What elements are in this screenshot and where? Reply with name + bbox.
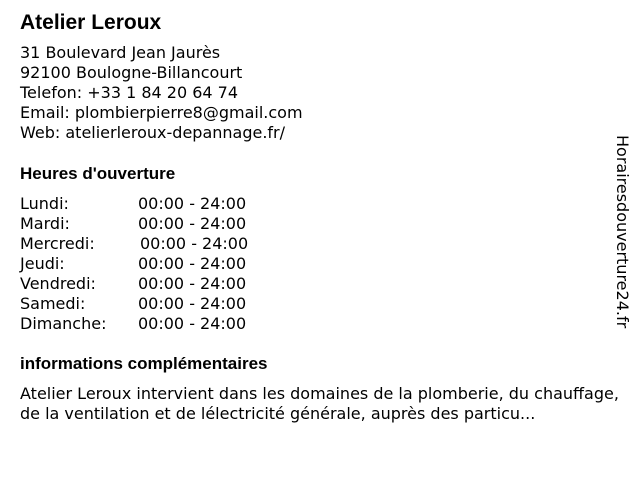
- phone-number: Telefon: +33 1 84 20 64 74: [20, 83, 239, 102]
- additional-info-heading: informations complémentaires: [20, 354, 268, 373]
- day-label: Dimanche:: [20, 314, 107, 333]
- hours-row-mardi: [20, 214, 280, 234]
- time-range: 00:00 - 24:00: [140, 234, 249, 253]
- website-address: Web: atelierleroux-depannage.fr/: [20, 123, 286, 142]
- hours-row-mercredi: [20, 234, 280, 254]
- time-range: 00:00 - 24:00: [138, 214, 247, 233]
- additional-info-text: Atelier Leroux intervient dans les domaines de la plomberie, du chauffage, de la ventilation et de lélectricité générale, auprès des particu...: [20, 384, 619, 423]
- opening-hours-heading: Heures d'ouverture: [20, 164, 176, 183]
- day-label: Lundi:: [20, 194, 69, 213]
- hours-row-jeudi: [20, 254, 280, 274]
- email-address: Email: plombierpierre8@gmail.com: [20, 103, 303, 122]
- day-label: Vendredi:: [20, 274, 96, 293]
- time-range: 00:00 - 24:00: [138, 314, 247, 333]
- hours-row-samedi: [20, 294, 280, 314]
- business-name: Atelier Leroux: [20, 11, 162, 34]
- site-watermark: Horairesdouverture24.fr: [613, 135, 632, 329]
- contact-block: [20, 43, 303, 143]
- opening-hours-table: [20, 194, 280, 334]
- day-label: Jeudi:: [20, 254, 65, 273]
- day-label: Mardi:: [20, 214, 70, 233]
- hours-row-dimanche: [20, 314, 280, 334]
- city-address: 92100 Boulogne-Billancourt: [20, 63, 243, 82]
- day-label: Mercredi:: [20, 234, 95, 253]
- day-label: Samedi:: [20, 294, 86, 313]
- time-range: 00:00 - 24:00: [138, 254, 247, 273]
- hours-row-vendredi: [20, 274, 280, 294]
- time-range: 00:00 - 24:00: [138, 194, 247, 213]
- time-range: 00:00 - 24:00: [138, 274, 247, 293]
- hours-row-lundi: [20, 194, 280, 214]
- street-address: 31 Boulevard Jean Jaurès: [20, 43, 221, 62]
- time-range: 00:00 - 24:00: [138, 294, 247, 313]
